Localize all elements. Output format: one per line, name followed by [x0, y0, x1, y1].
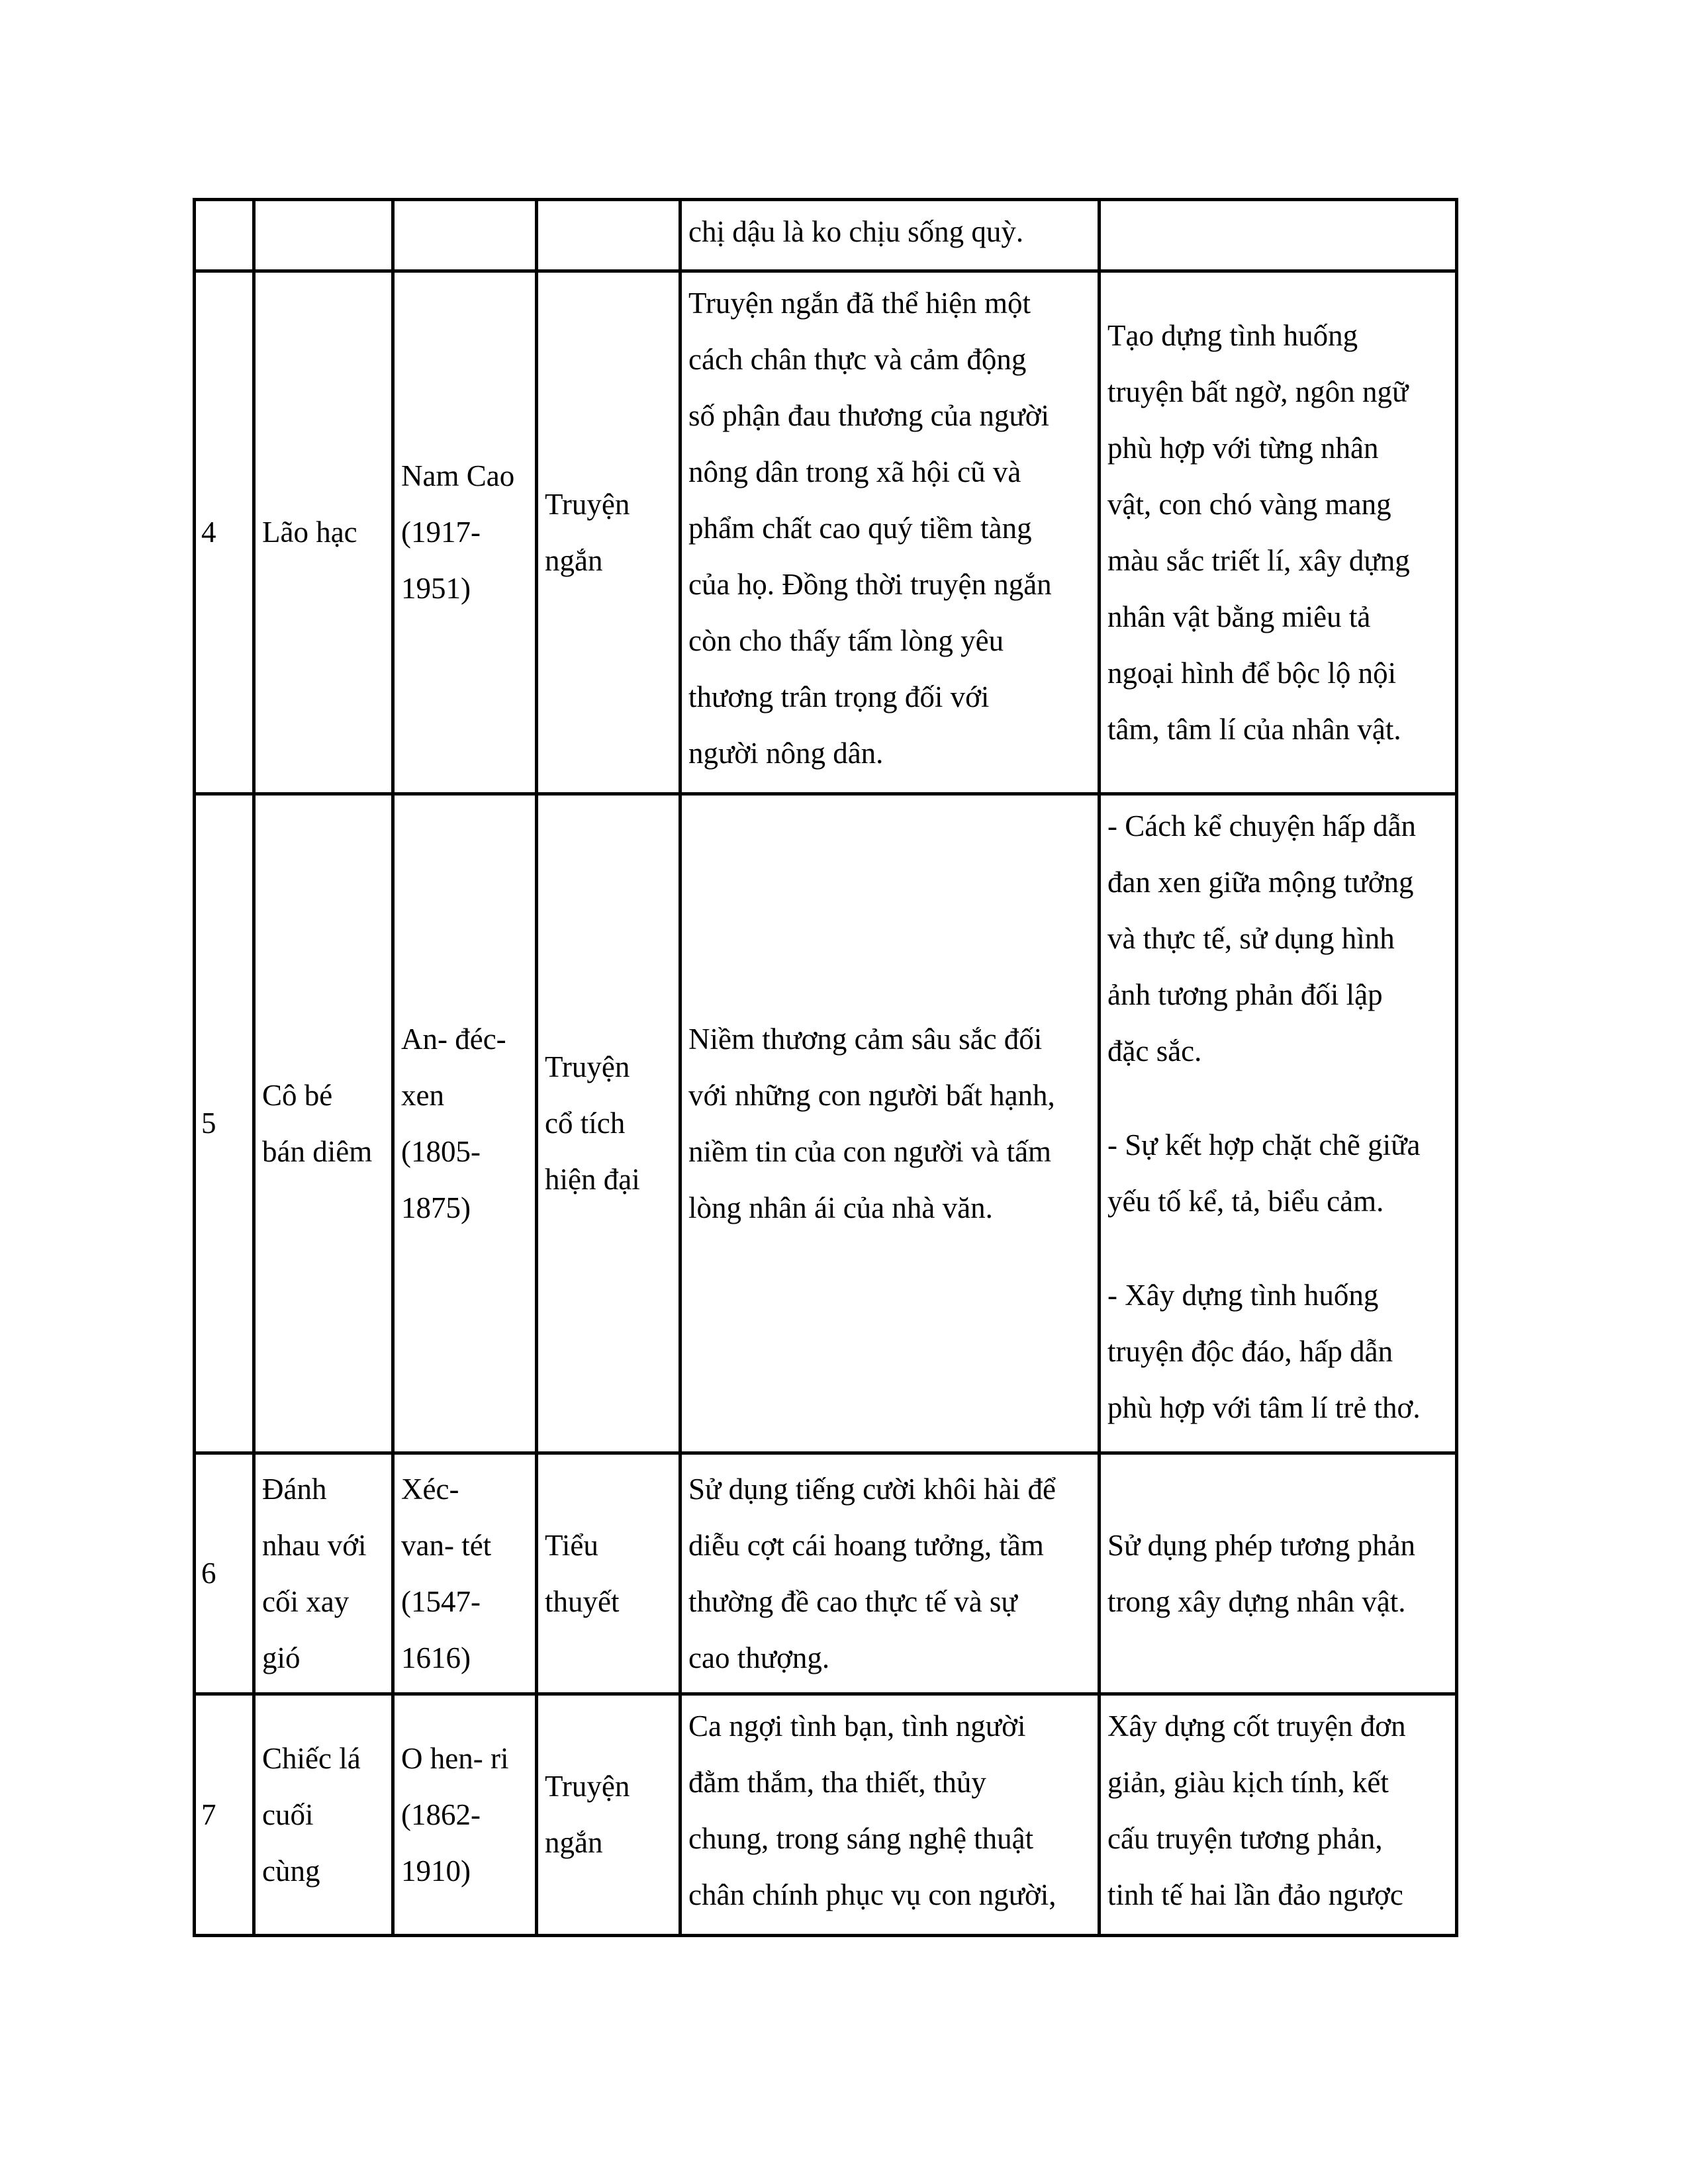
content-line: chân chính phục vụ con người, [688, 1878, 1056, 1911]
art-line: tâm, tâm lí của nhân vật. [1107, 712, 1401, 746]
art-line: truyện độc đáo, hấp dẫn [1107, 1335, 1393, 1368]
work-title: nhau với [262, 1528, 367, 1562]
number-cell [195, 794, 254, 1453]
art-line: giản, giàu kịch tính, kết [1107, 1766, 1389, 1799]
art-line: Sử dụng phép tương phản [1107, 1528, 1416, 1562]
art-line: Tạo dựng tình huống [1107, 318, 1358, 352]
work-title: Cô bé [262, 1078, 333, 1112]
genre-cell [537, 200, 680, 271]
author-line: 1910) [401, 1854, 471, 1888]
work-title: cùng [262, 1854, 320, 1888]
number-cell [195, 1453, 254, 1694]
work-title: bán diêm [262, 1134, 373, 1168]
title-cell [254, 1694, 393, 1936]
art-line: Xây dựng cốt truyện đơn [1107, 1709, 1406, 1743]
art-cell [1100, 271, 1457, 794]
row-number: 6 [201, 1557, 216, 1590]
art-line: - Xây dựng tình huống [1107, 1279, 1379, 1312]
work-title: Chiếc lá [262, 1741, 361, 1775]
author-line: Xéc- [401, 1472, 459, 1506]
art-line: yếu tố kể, tả, biểu cảm. [1107, 1185, 1384, 1218]
art-line: truyện bất ngờ, ngôn ngữ [1107, 375, 1409, 408]
genre-cell [537, 794, 680, 1453]
number-cell [195, 271, 254, 794]
row-number: 7 [201, 1797, 216, 1831]
genre-cell [537, 271, 680, 794]
art-line: tinh tế hai lần đảo ngược [1107, 1878, 1403, 1911]
number-cell [195, 200, 254, 271]
genre-line: Truyện [545, 1770, 630, 1803]
art-cell [1100, 1453, 1457, 1694]
genre-line: ngắn [545, 543, 603, 577]
art-line: - Sự kết hợp chặt chẽ giữa [1107, 1128, 1421, 1161]
table-row [195, 271, 1457, 794]
content-cell [680, 794, 1100, 1453]
art-line: và thực tế, sử dụng hình [1107, 922, 1395, 955]
author-line: 1875) [401, 1191, 471, 1224]
art-line: đặc sắc. [1107, 1034, 1202, 1068]
author-cell [393, 1453, 537, 1694]
art-line: - Cách kể chuyện hấp dẫn [1107, 809, 1417, 842]
literature-table [193, 198, 1458, 1937]
art-line: ngoại hình để bộc lộ nội [1107, 656, 1397, 690]
table-row [195, 1694, 1457, 1936]
content-line: thường đề cao thực tế và sự [688, 1584, 1017, 1618]
art-paragraph [1107, 308, 1448, 758]
author-cell [393, 200, 537, 271]
content-line: phẩm chất cao quý tiềm tàng [688, 512, 1032, 545]
art-line: phù hợp với từng nhân [1107, 431, 1379, 465]
author-line: 1616) [401, 1641, 471, 1674]
author-line: (1862- [401, 1797, 481, 1831]
content-line: Sử dụng tiếng cười khôi hài để [688, 1472, 1056, 1506]
content-line: chị dậu là ko chịu sống quỳ. [688, 215, 1024, 248]
content-line: thương trân trọng đối với [688, 680, 990, 713]
title-cell [254, 200, 393, 271]
title-cell [254, 1453, 393, 1694]
genre-line: Tiểu [545, 1528, 598, 1562]
work-title: cuối [262, 1797, 314, 1831]
author-line: Nam Cao [401, 459, 515, 492]
author-cell [393, 794, 537, 1453]
content-line: đằm thắm, tha thiết, thủy [688, 1766, 986, 1799]
genre-line: cổ tích [545, 1107, 626, 1140]
table-row [195, 1453, 1457, 1694]
art-paragraph [1107, 1117, 1448, 1230]
content-cell [680, 1453, 1100, 1694]
art-paragraph [1107, 1518, 1448, 1630]
title-cell [254, 794, 393, 1453]
author-line: xen [401, 1078, 444, 1112]
genre-cell [537, 1453, 680, 1694]
genre-line: Truyện [545, 487, 630, 521]
art-line: phù hợp với tâm lí trẻ thơ. [1107, 1391, 1421, 1424]
content-line: Ca ngợi tình bạn, tình người [688, 1709, 1026, 1743]
content-line: còn cho thấy tấm lòng yêu [688, 624, 1004, 657]
content-line: lòng nhân ái của nhà văn. [688, 1191, 993, 1224]
content-line: Niềm thương cảm sâu sắc đối [688, 1022, 1043, 1056]
author-line: van- tét [401, 1528, 492, 1562]
work-title: cối xay [262, 1584, 350, 1618]
content-line: chung, trong sáng nghệ thuật [688, 1822, 1034, 1855]
author-line: (1805- [401, 1134, 481, 1168]
content-line: cao thượng. [688, 1641, 830, 1674]
content-line: Truyện ngắn đã thể hiện một [688, 287, 1031, 320]
genre-cell [537, 1694, 680, 1936]
content-line: cách chân thực và cảm động [688, 343, 1027, 376]
art-line: đan xen giữa mộng tưởng [1107, 866, 1414, 899]
content-cell [680, 200, 1100, 271]
row-number: 4 [201, 516, 216, 549]
title-cell [254, 271, 393, 794]
content-line: của họ. Đồng thời truyện ngắn [688, 568, 1052, 601]
content-line: niềm tin của con người và tấm [688, 1134, 1052, 1168]
table-row [195, 200, 1457, 271]
art-paragraph [1107, 1267, 1448, 1436]
table-row [195, 794, 1457, 1453]
author-line: O hen- ri [401, 1741, 509, 1775]
content-line: số phận đau thương của người [688, 399, 1050, 432]
art-line: trong xây dựng nhân vật. [1107, 1584, 1406, 1618]
art-line: ảnh tương phản đối lập [1107, 978, 1383, 1011]
author-line: An- đéc- [401, 1022, 506, 1056]
art-paragraph [1107, 1698, 1448, 1923]
art-paragraph [1107, 798, 1448, 1079]
author-line: (1547- [401, 1584, 481, 1618]
art-line: cấu truyện tương phản, [1107, 1822, 1383, 1855]
author-cell [393, 1694, 537, 1936]
row-number: 5 [201, 1107, 216, 1140]
number-cell [195, 1694, 254, 1936]
content-cell [680, 271, 1100, 794]
art-line: nhân vật bằng miêu tả [1107, 600, 1371, 633]
genre-line: Truyện [545, 1050, 630, 1083]
content-cell [680, 1694, 1100, 1936]
content-line: người nông dân. [688, 737, 884, 770]
content-line: với những con người bất hạnh, [688, 1078, 1055, 1112]
author-cell [393, 271, 537, 794]
genre-line: ngắn [545, 1826, 603, 1859]
art-cell [1100, 200, 1457, 271]
author-line: (1917- [401, 516, 481, 549]
work-title: Đánh [262, 1472, 327, 1506]
genre-line: thuyết [545, 1584, 620, 1618]
work-title: gió [262, 1641, 301, 1674]
content-line: nông dân trong xã hội cũ và [688, 455, 1021, 488]
author-line: 1951) [401, 572, 471, 605]
art-line: vật, con chó vàng mang [1107, 487, 1391, 521]
art-line: màu sắc triết lí, xây dựng [1107, 543, 1410, 577]
art-cell [1100, 1694, 1457, 1936]
art-cell [1100, 794, 1457, 1453]
content-line: diễu cợt cái hoang tưởng, tầm [688, 1528, 1044, 1562]
genre-line: hiện đại [545, 1163, 640, 1196]
work-title: Lão hạc [262, 516, 357, 549]
